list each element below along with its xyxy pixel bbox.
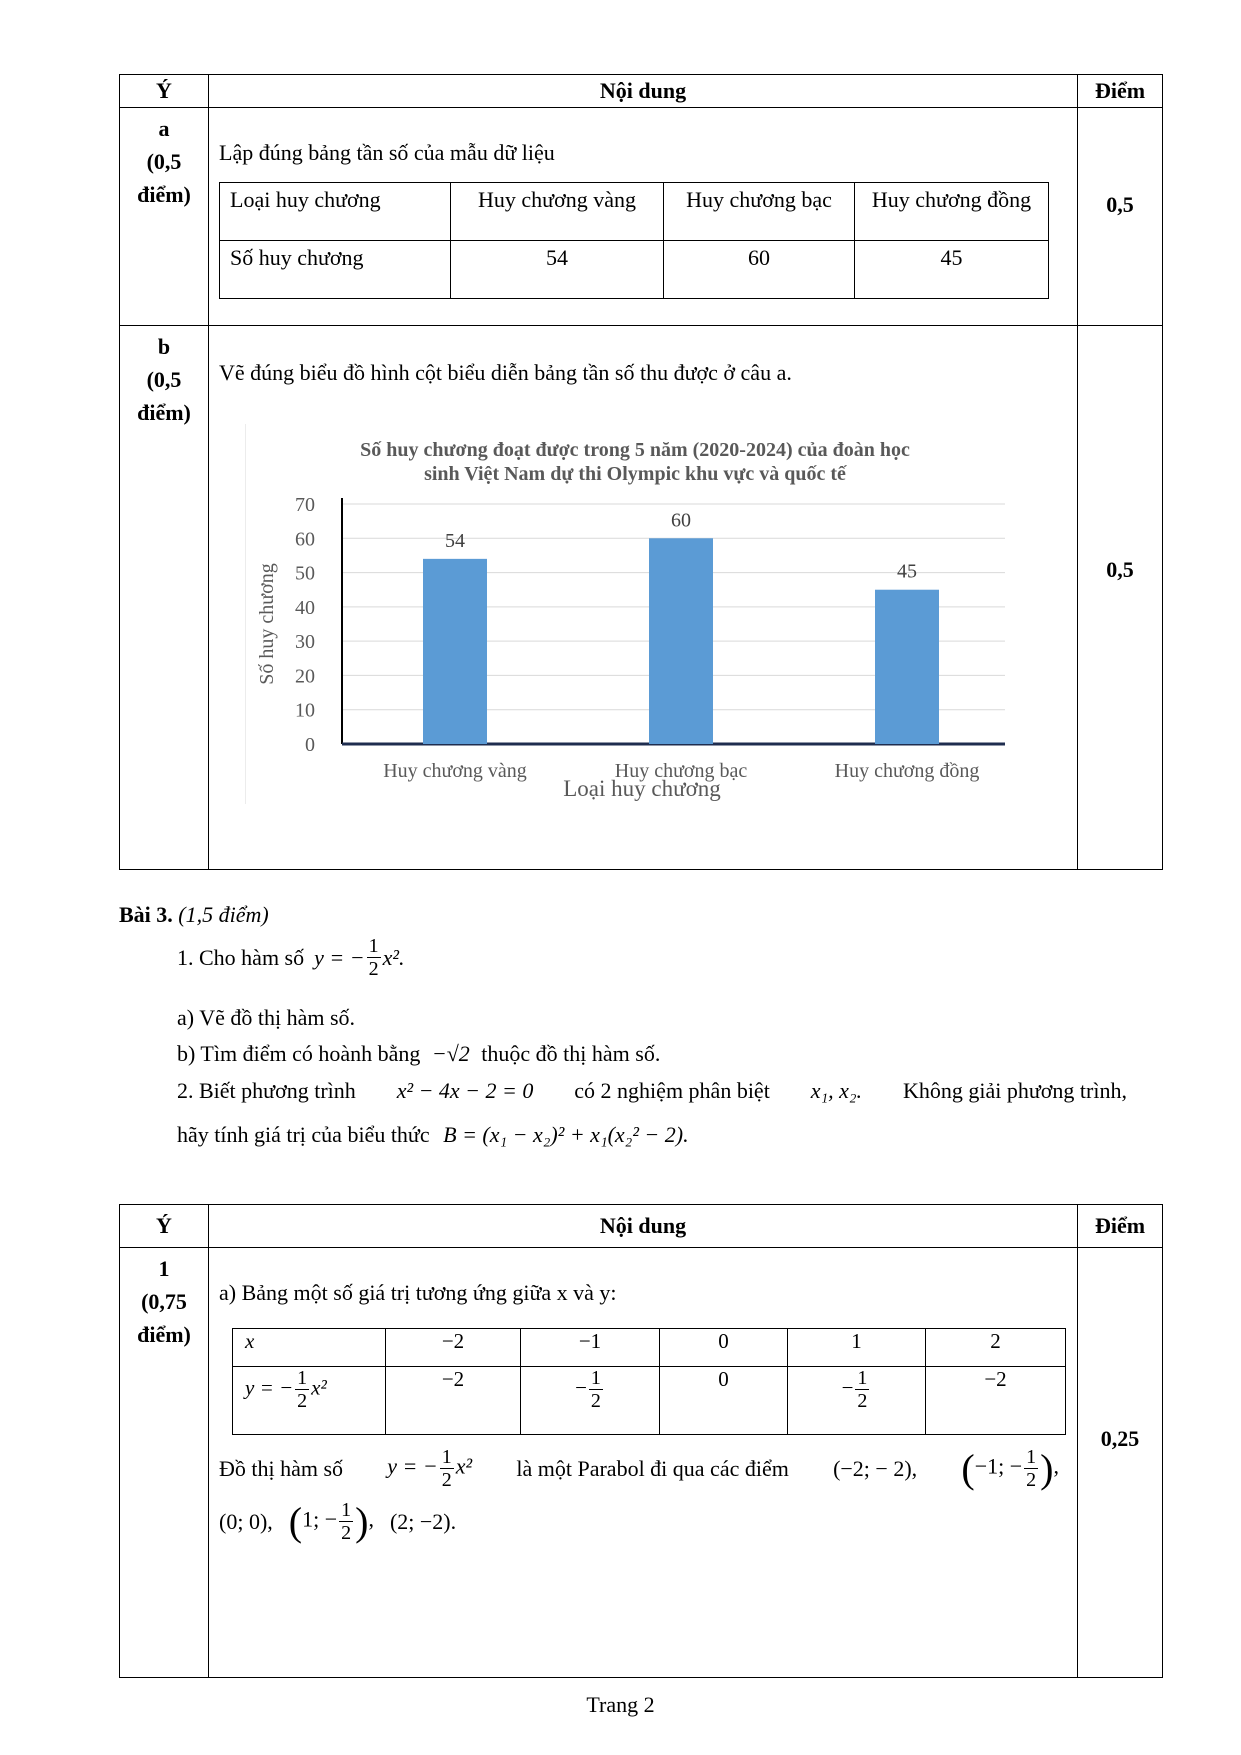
graph-points: (0; 0), (1; − $\frac{1}{2}$ ), (2; −2). <box>219 1499 457 1544</box>
bar-1 <box>423 559 487 744</box>
values-table <box>232 1328 1066 1435</box>
y-tick-label: 0 <box>305 734 315 756</box>
table-row <box>120 108 1163 326</box>
y-axis-label: Số huy chương <box>256 563 278 685</box>
y-axis-ticks <box>295 494 315 756</box>
bar-3 <box>875 590 939 744</box>
table-row: y = − $\frac{1}{2}$ x² −2 − $\frac{1}{2}$ 0 − $\frac{1}{2}$ −2 <box>233 1367 1066 1435</box>
header-y: Ý <box>120 75 209 108</box>
row-content-b <box>209 326 1078 870</box>
y-tick-label: 40 <box>295 596 315 619</box>
y-tick-label: 60 <box>295 528 315 551</box>
x-tick-label: Huy chương vàng <box>383 760 527 782</box>
table-row: Loại huy chương Huy chương vàng Huy chương bạc Huy chương đồng <box>220 183 1049 241</box>
y-tick-label: 70 <box>295 494 315 516</box>
y-tick-label: 20 <box>295 665 315 688</box>
data-label: 54 <box>445 529 465 552</box>
exercise-3-heading: Bài 3. (1,5 điểm) <box>119 902 269 927</box>
exercise-3-q1: 1. Cho hàm số y = − $\frac{1}{2}$ x². <box>177 935 405 980</box>
row-1-text: a) Bảng một số giá trị tương ứng giữa x và y: <box>219 1280 617 1305</box>
header-content: Nội dung <box>209 75 1078 108</box>
header-content: Nội dung <box>209 1205 1078 1248</box>
exercise-3-q2: 2. Biết phương trình x² − 4x − 2 = 0 có 2 nghiệm phân biệt x₁, x₂. Không giải phương trình, <box>177 1078 1127 1103</box>
table-header <box>120 75 1163 108</box>
exercise-3-q1a: a) Vẽ đồ thị hàm số. <box>177 1005 356 1030</box>
row-score-a: 0,5 <box>1078 108 1163 326</box>
table-row <box>120 326 1163 870</box>
header-score: Điểm <box>1078 75 1163 108</box>
chart-title-line: sinh Việt Nam dự thi Olympic khu vực và quốc tế <box>424 463 846 485</box>
exercise-3-q2-line2: hãy tính giá trị của biểu thức B = (x₁ − x₂)² + x₁(x₂² − 2). <box>177 1122 689 1147</box>
row-b-text: Vẽ đúng biểu đồ hình cột biểu diễn bảng tần số thu được ở câu a. <box>219 360 792 385</box>
header-y: Ý <box>120 1205 209 1248</box>
chart-title <box>360 439 910 485</box>
bar-chart <box>245 424 1005 804</box>
y-tick-label: 10 <box>295 699 315 722</box>
row-a-text: Lập đúng bảng tần số của mẫu dữ liệu <box>219 140 555 165</box>
header-score: Điểm <box>1078 1205 1163 1248</box>
row-label-b: b (0,5 điểm) <box>120 326 209 870</box>
table-row: Số huy chương 54 60 45 <box>220 241 1049 299</box>
bar-2 <box>649 538 713 744</box>
row-label-a: a (0,5 điểm) <box>120 108 209 326</box>
chart-title-line: Số huy chương đoạt được trong 5 năm (2020-2024) của đoàn học <box>360 439 910 461</box>
table-header <box>120 1205 1163 1248</box>
table-row <box>120 1248 1163 1678</box>
x-tick-label: Huy chương đồng <box>834 760 980 782</box>
data-label: 60 <box>671 509 691 532</box>
row-score-1: 0,25 <box>1078 1248 1163 1678</box>
row-label-1: 1 (0,75 điểm) <box>120 1248 209 1678</box>
row-content-1 <box>209 1248 1078 1678</box>
data-label: 45 <box>897 560 917 583</box>
fraction: $\frac{1}{2}$ <box>368 935 379 980</box>
frequency-table <box>219 182 1049 299</box>
x-axis-label: Loại huy chương <box>563 776 721 801</box>
scoring-table-2 <box>119 1204 1163 1678</box>
page-footer: Trang 2 <box>586 1692 655 1717</box>
x-tick-label: Huy chương bạc <box>614 760 748 782</box>
exercise-3-q1b: b) Tìm điểm có hoành bằng −√2 thuộc đồ thị hàm số. <box>177 1041 661 1066</box>
row-content-a <box>209 108 1078 326</box>
row-score-b: 0,5 <box>1078 326 1163 870</box>
graph-description: Đồ thị hàm số y = − $\frac{1}{2}$ x² là một Parabol đi qua các điểm (−2; − 2), (−1; − $\frac{1}{2}$ ), <box>219 1446 1059 1491</box>
y-tick-label: 50 <box>295 562 315 585</box>
y-tick-label: 30 <box>295 631 315 654</box>
table-row: x −2 −1 0 1 2 <box>233 1329 1066 1367</box>
scoring-table-1 <box>119 74 1163 870</box>
